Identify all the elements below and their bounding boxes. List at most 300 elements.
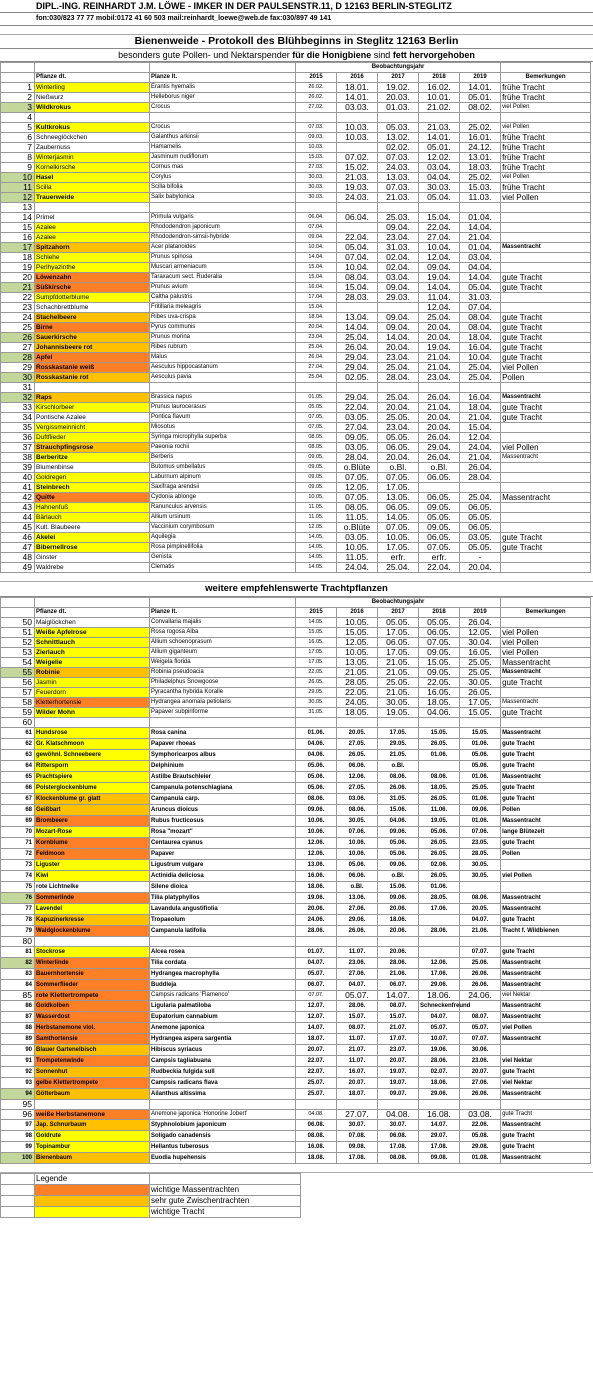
table-row [1,668,591,678]
remark: gute Tracht [501,343,591,353]
date-2018: 10.04. [419,243,460,253]
date-2016: 15.07. [337,1012,378,1023]
remark: gute Tracht [501,1142,591,1153]
date-2015: 06.07. [296,980,337,991]
date-2015: 04.08. [296,1110,337,1120]
date-2017: 06.05. [378,443,419,453]
row-number: 84 [1,980,35,991]
date-2016: 06.04. [337,213,378,223]
table-row [1,1067,591,1078]
table-row [1,503,591,513]
date-2017: 15.06. [378,882,419,893]
empty-cell [35,1100,150,1110]
date-2019: 23.05. [460,838,501,849]
row-number: 82 [1,958,35,969]
row-number: 41 [1,483,35,493]
plant-name-de: Geißbart [35,805,150,816]
date-2019: 25.02. [460,123,501,133]
date-2015: 08.05. [296,433,337,443]
table-row [1,728,591,739]
date-2018: 18.05. [419,698,460,708]
date-2015: 18.08. [296,1153,337,1164]
table-row [1,1131,591,1142]
date-2018: 01.06. [419,882,460,893]
date-2019: 20.05. [460,904,501,915]
table-row [1,969,591,980]
plant-name-de: Zierlauch [35,648,150,658]
plant-name-de: Sonnenhut [35,1067,150,1078]
plant-name-de: Prachtspiere [35,772,150,783]
plant-name-lat: Campsis radicans 'Flamenco' [150,991,296,1001]
table-row [1,958,591,969]
plant-name-lat: Hydrangea anomala petiolaris [150,698,296,708]
date-2017: 30.07. [378,1120,419,1131]
date-2015: 14.07. [296,1023,337,1034]
col-header-2017: 2017 [378,73,419,83]
date-2015: 04.06. [296,750,337,761]
date-2015: 07.03. [296,123,337,133]
date-2016: 30.07. [337,1120,378,1131]
plant-name-lat: Syringa microphylla superba [150,433,296,443]
date-2018: 29.04. [419,443,460,453]
date-2016: 27.05. [337,739,378,750]
plant-name-de: Rosskastanie weiß [35,363,150,373]
plant-name-lat: Galanthus arkinsii [150,133,296,143]
col-header-2016: 2016 [337,608,378,618]
plant-name-de: Vergissmeinnicht [35,423,150,433]
date-2015: 07.05. [296,423,337,433]
row-number: 56 [1,678,35,688]
remark: gute Tracht [501,353,591,363]
table-row [1,203,591,213]
date-2019: 16.05. [460,648,501,658]
plant-name-de: Kornelkirsche [35,163,150,173]
date-2015: 17.05. [296,658,337,668]
date-2018: 16.08. [419,1110,460,1120]
plant-name-de: Bienenbaum [35,1153,150,1164]
table-row [1,423,591,433]
date-2016: 22.04. [337,233,378,243]
remark [501,213,591,223]
date-2015: 26.04. [296,353,337,363]
plant-name-de: Bauernhortensie [35,969,150,980]
date-2019: 25.05. [460,658,501,668]
date-2015: 11.05. [296,503,337,513]
date-2015: 09.05. [296,483,337,493]
date-2018: 05.06. [419,827,460,838]
plant-name-de: Strauchpfingsrose [35,443,150,453]
plant-name-lat: Muscari armeniacum [150,263,296,273]
date-2017: 05.03. [378,123,419,133]
plant-name-de: Waldglockenblume [35,926,150,937]
plant-name-lat: Miosotus [150,423,296,433]
table-row [1,761,591,772]
row-number: 63 [1,750,35,761]
date-2016: 20.05. [337,728,378,739]
plant-name-de: Jasmin [35,678,150,688]
plant-name-lat: Allium schoenoprasum [150,638,296,648]
date-2017: 09.04. [378,313,419,323]
date-2019: 03.08. [460,1110,501,1120]
date-2019: 30.04. [460,638,501,648]
empty-cell [460,718,501,728]
date-2018: 26.05. [419,871,460,882]
empty-cell [501,718,591,728]
remark: frühe Tracht [501,133,591,143]
row-number: 95 [1,1100,35,1110]
plant-name-de: Nießwurz [35,93,150,103]
observation-year-label: Beobachtungsjahr [296,63,501,73]
date-2019: 25.06. [460,958,501,969]
plant-name-de: Süßkirsche [35,283,150,293]
row-number: 4 [1,113,35,123]
date-2018: 18.06. [419,1078,460,1089]
remark: gute Tracht [501,403,591,413]
remark: gute Tracht [501,323,591,333]
row-number: 54 [1,658,35,668]
plant-name-lat: Rosa "mozart" [150,827,296,838]
col-header-lat: Planze lt. [150,73,296,83]
legend-label: sehr gute Zwischentrachten [150,1196,301,1207]
remark: Massentracht [501,698,591,708]
row-number: 20 [1,273,35,283]
date-2018: o.Bl. [419,463,460,473]
plant-name-de: Klockenblume gr. glatt [35,794,150,805]
spacer-row [0,573,593,582]
date-2016: 27.05. [337,783,378,794]
date-2017: 19.07. [378,1067,419,1078]
table-row [1,123,591,133]
date-2017: 26.06. [378,783,419,794]
date-2017 [378,303,419,313]
plant-name-de: Azalee [35,223,150,233]
date-2017: 08.08. [378,1153,419,1164]
plant-name-lat: Allium ursinum [150,513,296,523]
date-2016: 11.07. [337,1034,378,1045]
date-2017: 25.05. [378,678,419,688]
date-2019: 15.05. [460,728,501,739]
date-2019: 15.04. [460,423,501,433]
plant-name-lat: Helleborus niger [150,93,296,103]
date-2016: 10.03. [337,123,378,133]
date-2018: 17.06. [419,904,460,915]
row-number: 50 [1,618,35,628]
plant-name-de: Winterlinde [35,958,150,969]
empty-cell [296,937,337,947]
plant-name-de: Kapuzinerkresse [35,915,150,926]
date-2018: 17.06. [419,969,460,980]
plant-name-de: Sauerkirsche [35,333,150,343]
plant-name-de: weiße Herbstanemone [35,1110,150,1120]
date-2015: 06.04. [296,213,337,223]
date-2019: 20.07. [460,1067,501,1078]
remark: gute Tracht [501,915,591,926]
date-2019: 24.06. [460,991,501,1001]
date-2016: 11.07. [337,1056,378,1067]
date-2016: 21.07. [337,1045,378,1056]
plant-name-de: Polsterglockenblume [35,783,150,794]
date-2016: 10.05. [337,543,378,553]
date-2015: 18.04. [296,313,337,323]
plant-name-de: Pontische Azalee [35,413,150,423]
empty-cell [35,937,150,947]
plant-name-lat: Primula vulgaris [150,213,296,223]
row-number: 62 [1,739,35,750]
plant-name-lat: Anemone japonica 'Honorine Jobert' [150,1110,296,1120]
table-row [1,904,591,915]
date-2016: 25.04. [337,333,378,343]
date-2016: 13.06. [337,893,378,904]
plant-name-lat: Convallaria majalis [150,618,296,628]
date-2018: 19.04. [419,273,460,283]
plant-name-de: Jap. Schnurbaum [35,1120,150,1131]
date-2019: 25.02. [460,173,501,183]
table-row [1,83,591,93]
plant-name-lat: Rhododendron japonicum [150,223,296,233]
empty-cell [460,113,501,123]
plant-name-de: Sumpfdotterblume [35,293,150,303]
date-2019: 05.06. [460,761,501,772]
remark: frühe Tracht [501,153,591,163]
row-number: 12 [1,193,35,203]
plant-name-de: Waldrebe [35,563,150,573]
remark [501,513,591,523]
date-2018: 21.04. [419,403,460,413]
date-2018 [419,483,460,493]
date-2019: 14.04. [460,223,501,233]
plant-name-lat: Rosa rogosa Alba [150,628,296,638]
date-2016: 11.07. [337,947,378,958]
plant-name-lat: Ribes rubrum [150,343,296,353]
plant-name-lat: Genista [150,553,296,563]
date-2017: 08.07. [378,1001,419,1012]
date-2015: 30.03. [296,183,337,193]
remark: gute Tracht [501,739,591,750]
date-2018: 05.05. [419,513,460,523]
remark: Massentracht [501,958,591,969]
date-2016: 14.01. [337,93,378,103]
date-2015: 14.04. [296,253,337,263]
col-header-de: Pflanze dt. [35,73,150,83]
remark [501,553,591,563]
date-2016: 26.05. [337,750,378,761]
row-number: 40 [1,473,35,483]
date-2017: 05.06. [378,838,419,849]
date-2019: 14.01. [460,83,501,93]
row-number: 16 [1,233,35,243]
date-2016: o.Bl. [337,882,378,893]
remark: gute Tracht [501,761,591,772]
remark: gute Tracht [501,283,591,293]
empty-cell [35,383,150,393]
remark: Massentracht [501,904,591,915]
date-2015: 30.03. [296,193,337,203]
date-2019: 18.03. [460,163,501,173]
plant-name-de: Robinie [35,668,150,678]
plant-name-lat: Fritillaria meleagris [150,303,296,313]
table-row [1,1012,591,1023]
plant-name-de: Spitzahorn [35,243,150,253]
remark [501,263,591,273]
table-row [1,113,591,123]
date-2016: 09.05. [337,433,378,443]
row-number: 88 [1,1023,35,1034]
plant-name-lat: Crocus [150,103,296,113]
date-2015: 19.06. [296,893,337,904]
date-2015: 15.04. [296,273,337,283]
date-2015: 09.03. [296,133,337,143]
date-2018: 29.06. [419,980,460,991]
date-2019: 05.01. [460,93,501,103]
date-2017: 09.04. [378,283,419,293]
row-number: 39 [1,463,35,473]
plant-name-lat: Papaver subpiriforme [150,708,296,718]
date-2016: 29.04. [337,393,378,403]
remark [501,463,591,473]
date-2016: 13.05. [337,658,378,668]
date-2016: 11.05. [337,513,378,523]
date-2015: 05.07. [296,969,337,980]
date-2019: 01.06. [460,816,501,827]
empty-cell [337,1100,378,1110]
date-2015: 20.06. [296,904,337,915]
date-2016: 30.05. [337,816,378,827]
date-2015: 10.06. [296,827,337,838]
date-2017: 17.08. [378,1142,419,1153]
row-number: 24 [1,313,35,323]
empty-cell [419,203,460,213]
remark: viel Nektar [501,991,591,1001]
date-2016: 12.06. [337,772,378,783]
date-2017: 09.06. [378,827,419,838]
date-2019: 17.05. [460,698,501,708]
plant-name-lat: Vaccinium corymbosum [150,523,296,533]
table-row [1,273,591,283]
date-2018: 06.05. [419,628,460,638]
row-number: 31 [1,383,35,393]
date-2017: 10.05. [378,533,419,543]
date-2017: 09.07. [378,1089,419,1100]
date-2019: 12.04. [460,433,501,443]
date-2019: 01.04. [460,213,501,223]
plant-name-lat: Jasminum nudiflorum [150,153,296,163]
date-2015: 14.05. [296,553,337,563]
date-2018: 21.04. [419,363,460,373]
empty-cell [378,113,419,123]
date-2018: 25.04. [419,313,460,323]
row-number: 15 [1,223,35,233]
date-2018: 26.04. [419,453,460,463]
empty-cell [501,1100,591,1110]
row-number: 21 [1,283,35,293]
date-2015: 15.05. [296,628,337,638]
date-2015: 28.06. [296,926,337,937]
plant-name-lat: Aruncus dioicus [150,805,296,816]
table-row [1,403,591,413]
date-2017: 31.03. [378,243,419,253]
date-2016: 24.04. [337,563,378,573]
date-2019: 01.08. [460,1153,501,1164]
date-2018: 20.04. [419,333,460,343]
remark: Massentracht [501,1120,591,1131]
plant-name-lat: Buddleja [150,980,296,991]
table-row [1,794,591,805]
date-2019: 21.04. [460,413,501,423]
date-2016: 12.05. [337,483,378,493]
date-2018: 07.05. [419,638,460,648]
plant-name-de: Samthortensie [35,1034,150,1045]
plant-name-lat: Taraxacum sect. Ruderalia [150,273,296,283]
empty-cell [460,383,501,393]
row-number: 9 [1,163,35,173]
plant-name-de: Wilder Mohn [35,708,150,718]
date-2019: 30.05. [460,871,501,882]
date-2019: 08.02. [460,103,501,113]
table-row [1,871,591,882]
table-row [1,163,591,173]
date-2019 [460,483,501,493]
date-2016: 06.06. [337,761,378,772]
date-2016: 03.05. [337,443,378,453]
row-number: 38 [1,453,35,463]
date-2016: 15.04. [337,283,378,293]
date-2017: 30.05. [378,698,419,708]
table-row [1,926,591,937]
row-number: 58 [1,698,35,708]
table-row [1,233,591,243]
row-number: 51 [1,628,35,638]
remark [501,253,591,263]
date-2015: 12.06. [296,849,337,860]
remark: frühe Tracht [501,93,591,103]
date-2019: 06.05. [460,523,501,533]
table-row [1,453,591,463]
date-2018: 11.04. [419,293,460,303]
row-number: 70 [1,827,35,838]
date-2017: 21.05. [378,658,419,668]
date-2019: 28.04. [460,473,501,483]
table-row [1,253,591,263]
table-row [1,860,591,871]
plant-name-de: gewöhnl. Schneebeere [35,750,150,761]
date-2018: 29.06. [419,1089,460,1100]
remark: gute Tracht [501,783,591,794]
remark: Massentracht [501,1153,591,1164]
date-2015: 15.03. [296,153,337,163]
date-2018: 09.05. [419,503,460,513]
date-2018: 06.05. [419,533,460,543]
plant-name-lat: Eupatorium cannabium [150,1012,296,1023]
date-2017: 04.08. [378,1110,419,1120]
date-2016: 24.03. [337,193,378,203]
date-2018: 11.06. [419,805,460,816]
empty-cell [296,718,337,728]
table-row [1,443,591,453]
col-header-remarks: Bemerkungen [501,73,591,83]
row-number: 80 [1,937,35,947]
plant-name-lat: Delphinium [150,761,296,772]
plant-name-lat: Corylus [150,173,296,183]
remark [501,433,591,443]
date-2016: 18.01. [337,83,378,93]
plant-name-de: Kletterhortensie [35,698,150,708]
empty-cell [378,937,419,947]
remark [501,423,591,433]
date-2017: 25.04. [378,563,419,573]
empty-cell [419,1100,460,1110]
plant-name-lat: Tilia cordata [150,958,296,969]
plant-name-lat: Actinidia deliciosa [150,871,296,882]
